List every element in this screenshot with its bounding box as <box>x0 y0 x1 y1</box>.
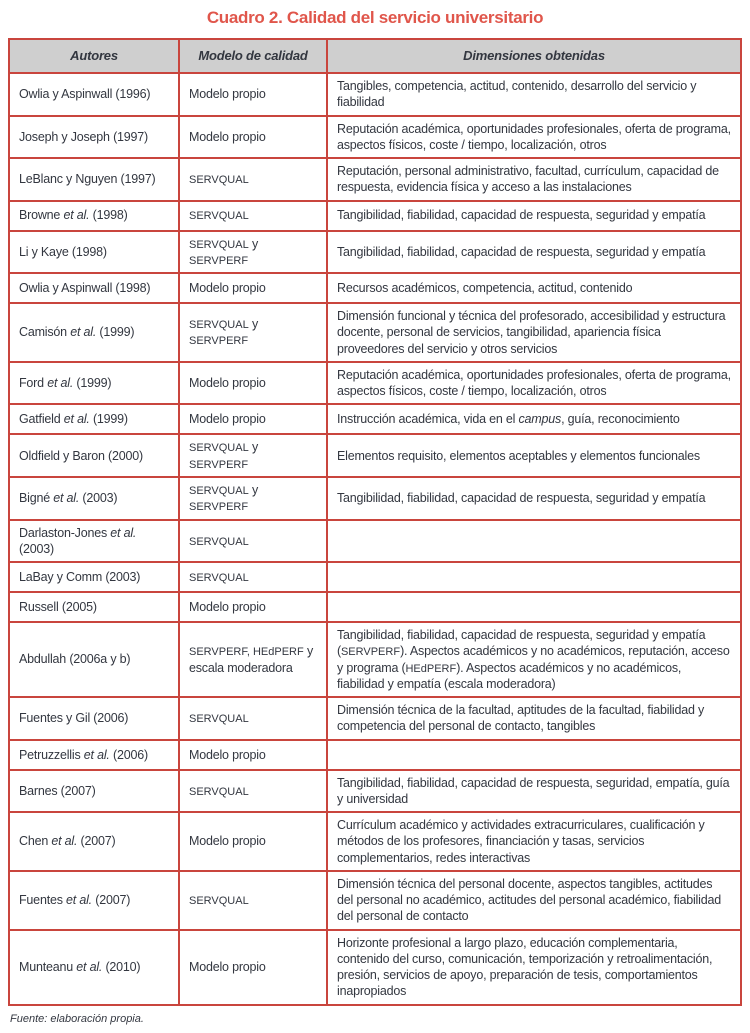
table-row <box>9 477 741 520</box>
dimensiones-cell <box>327 592 741 622</box>
dimensiones-cell: Dimensión técnica de la facultad, aptitudes de la facultad, fiabilidad y competencia del personal de contacto, tangibles <box>327 697 741 740</box>
dimensiones-cell: Instrucción académica, vida en el campus, guía, reconocimiento <box>327 404 741 434</box>
modelo-cell: Modelo propio <box>179 930 327 1005</box>
autores-cell: Munteanu et al. (2010) <box>9 930 179 1005</box>
autores-cell: Joseph y Joseph (1997) <box>9 116 179 159</box>
dimensiones-cell: Tangibles, competencia, actitud, contenido, desarrollo del servicio y fiabilidad <box>327 73 741 116</box>
modelo-cell: SERVQUAL <box>179 158 327 201</box>
autores-cell: Ford et al. (1999) <box>9 362 179 405</box>
modelo-cell: SERVQUAL y SERVPERF <box>179 231 327 274</box>
modelo-cell: SERVQUAL <box>179 520 327 563</box>
modelo-cell: Modelo propio <box>179 592 327 622</box>
table-row <box>9 273 741 303</box>
table-header <box>9 39 741 73</box>
autores-cell: Oldfield y Baron (2000) <box>9 434 179 477</box>
autores-cell: Abdullah (2006a y b) <box>9 622 179 697</box>
table-row <box>9 303 741 362</box>
table-row <box>9 592 741 622</box>
dimensiones-cell: Horizonte profesional a largo plazo, educación complementaria, contenido del curso, comunicación, temporización y retroalimentación, presión, servicios de apoyo, preparación de tesis, comportamientos inapropiados <box>327 930 741 1005</box>
modelo-cell: Modelo propio <box>179 362 327 405</box>
table-row <box>9 770 741 813</box>
autores-cell: Camisón et al. (1999) <box>9 303 179 362</box>
table-title: Cuadro 2. Calidad del servicio universitario <box>206 8 544 27</box>
dimensiones-cell <box>327 740 741 770</box>
modelo-cell: SERVQUAL y SERVPERF <box>179 477 327 520</box>
header-autores: Autores <box>9 39 179 73</box>
dimensiones-cell: Tangibilidad, fiabilidad, capacidad de respuesta, seguridad y empatía (SERVPERF). Aspectos académicos y no académicos, reputación, acceso y programa (HEdPERF). Aspectos académicos y no académicos, fiabilidad y empatía (escala moderadora) <box>327 622 741 697</box>
table-row <box>9 404 741 434</box>
modelo-cell: SERVQUAL <box>179 770 327 813</box>
autores-cell: Petruzzellis et al. (2006) <box>9 740 179 770</box>
table-row <box>9 812 741 871</box>
modelo-cell: Modelo propio <box>179 740 327 770</box>
autores-cell: Fuentes et al. (2007) <box>9 871 179 930</box>
modelo-cell: Modelo propio <box>179 812 327 871</box>
modelo-cell: Modelo propio <box>179 116 327 159</box>
autores-cell: LaBay y Comm (2003) <box>9 562 179 592</box>
dimensiones-cell: Tangibilidad, fiabilidad, capacidad de respuesta, seguridad, empatía, guía y universidad <box>327 770 741 813</box>
modelo-cell: SERVQUAL y SERVPERF <box>179 303 327 362</box>
autores-cell: Owlia y Aspinwall (1996) <box>9 73 179 116</box>
dimensiones-cell: Dimensión técnica del personal docente, aspectos tangibles, actitudes del personal no académico, actitudes del personal académico, fiabilidad del personal de contacto <box>327 871 741 930</box>
modelo-cell: SERVPERF, HEdPERF y escala moderadora <box>179 622 327 697</box>
table-row <box>9 362 741 405</box>
dimensiones-cell: Dimensión funcional y técnica del profesorado, accesibilidad y estructura docente, personal de servicios, tangibilidad, apariencia física proveedores del servicio y otros servicios <box>327 303 741 362</box>
dimensiones-cell: Elementos requisito, elementos aceptables y elementos funcionales <box>327 434 741 477</box>
dimensiones-cell: Tangibilidad, fiabilidad, capacidad de respuesta, seguridad y empatía <box>327 201 741 231</box>
dimensiones-cell <box>327 562 741 592</box>
table-row <box>9 73 741 116</box>
modelo-cell: Modelo propio <box>179 404 327 434</box>
table-row <box>9 158 741 201</box>
dimensiones-cell: Reputación, personal administrativo, facultad, currículum, capacidad de respuesta, evidencia física y acceso a las instalaciones <box>327 158 741 201</box>
table-row <box>9 740 741 770</box>
modelo-cell: SERVQUAL <box>179 871 327 930</box>
table-row <box>9 622 741 697</box>
table-row <box>9 871 741 930</box>
modelo-cell: SERVQUAL y SERVPERF <box>179 434 327 477</box>
autores-cell: Browne et al. (1998) <box>9 201 179 231</box>
table-row <box>9 562 741 592</box>
modelo-cell: SERVQUAL <box>179 562 327 592</box>
quality-models-table <box>8 38 742 1006</box>
autores-cell: Gatfield et al. (1999) <box>9 404 179 434</box>
dimensiones-cell: Reputación académica, oportunidades profesionales, oferta de programa, aspectos físicos, coste / tiempo, localización, otros <box>327 362 741 405</box>
autores-cell: Darlaston-Jones et al. (2003) <box>9 520 179 563</box>
table-row <box>9 434 741 477</box>
table-row <box>9 201 741 231</box>
autores-cell: Li y Kaye (1998) <box>9 231 179 274</box>
table-row <box>9 116 741 159</box>
modelo-cell: Modelo propio <box>179 73 327 116</box>
modelo-cell: SERVQUAL <box>179 201 327 231</box>
dimensiones-cell: Currículum académico y actividades extracurriculares, cualificación y métodos de los profesores, financiación y tasas, servicios complementarios, redes interactivas <box>327 812 741 871</box>
dimensiones-cell <box>327 520 741 563</box>
table-body <box>9 73 741 1005</box>
table-row <box>9 697 741 740</box>
source-note: Fuente: elaboración propia. <box>10 1012 144 1025</box>
header-row <box>9 39 741 73</box>
autores-cell: Owlia y Aspinwall (1998) <box>9 273 179 303</box>
autores-cell: Russell (2005) <box>9 592 179 622</box>
header-dimensiones: Dimensiones obtenidas <box>327 39 741 73</box>
autores-cell: Chen et al. (2007) <box>9 812 179 871</box>
modelo-cell: SERVQUAL <box>179 697 327 740</box>
dimensiones-cell: Recursos académicos, competencia, actitud, contenido <box>327 273 741 303</box>
autores-cell: LeBlanc y Nguyen (1997) <box>9 158 179 201</box>
dimensiones-cell: Tangibilidad, fiabilidad, capacidad de respuesta, seguridad y empatía <box>327 231 741 274</box>
modelo-cell: Modelo propio <box>179 273 327 303</box>
dimensiones-cell: Tangibilidad, fiabilidad, capacidad de respuesta, seguridad y empatía <box>327 477 741 520</box>
header-modelo: Modelo de calidad <box>179 39 327 73</box>
autores-cell: Bigné et al. (2003) <box>9 477 179 520</box>
dimensiones-cell: Reputación académica, oportunidades profesionales, oferta de programa, aspectos físicos, coste / tiempo, localización, otros <box>327 116 741 159</box>
table-row <box>9 520 741 563</box>
autores-cell: Barnes (2007) <box>9 770 179 813</box>
autores-cell: Fuentes y Gil (2006) <box>9 697 179 740</box>
table-row <box>9 231 741 274</box>
